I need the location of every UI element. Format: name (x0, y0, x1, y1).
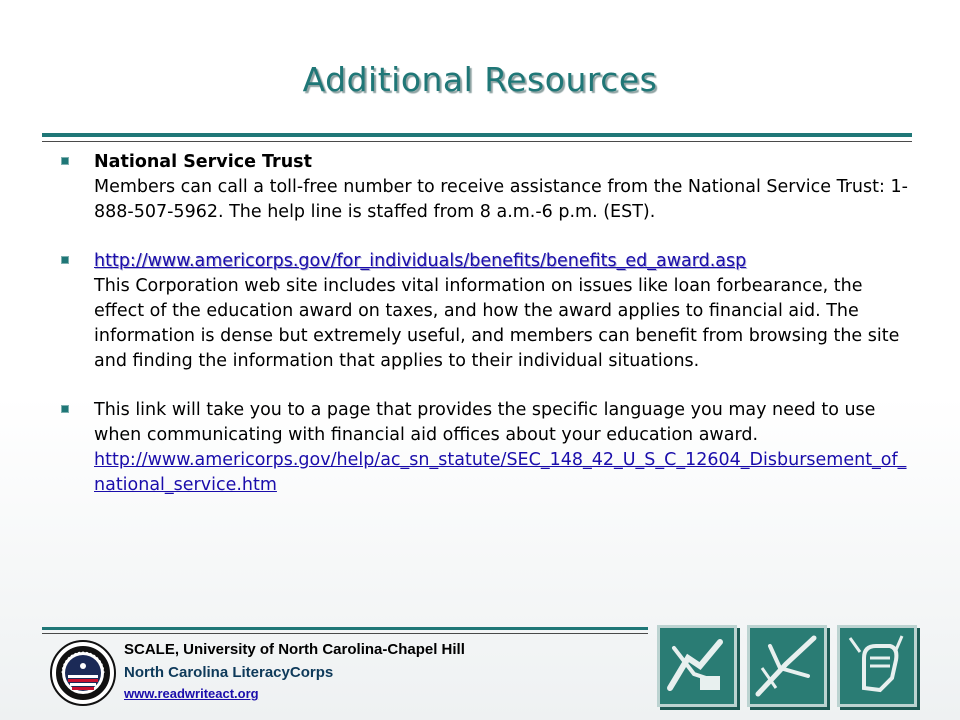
item-body: Members can call a toll-free number to receive assistance from the National Service Trust: 1-888-507-5962. The help line is staffed from 8 a.m.-6 p.m. (EST). (94, 177, 908, 222)
footer-divider-thin (42, 633, 648, 634)
hands-artwork-tile-3 (837, 625, 917, 707)
square-bullet-icon (61, 157, 69, 165)
footer-program-name: North Carolina LiteracyCorps (124, 664, 334, 681)
bullet-list (60, 150, 910, 522)
americorps-logo-icon (50, 640, 116, 706)
title-divider-thick (42, 133, 912, 137)
item-body: This Corporation web site includes vital information on issues like loan forbearance, the effect of the education award on taxes, and how the award applies to financial aid. The information is dense but extremely useful, and members can benefit from browsing the site and finding the information that applies to their individual situations. (94, 276, 900, 371)
footer-divider-thick (42, 627, 648, 630)
list-item-national-service-trust (60, 150, 910, 225)
slide-title: Additional Resources (302, 60, 658, 99)
list-item-benefits-link (60, 249, 910, 374)
statute-disbursement-link[interactable]: http://www.americorps.gov/help/ac_sn_statute/SEC_148_42_U_S_C_12604_Disbursement_of_national_service.htm (94, 450, 907, 495)
benefits-ed-award-link[interactable]: http://www.americorps.gov/for_individuals/benefits/benefits_ed_award.asp (94, 251, 747, 271)
title-divider-thin (42, 141, 912, 142)
footer-institution: SCALE, University of North Carolina-Chapel Hill (124, 641, 465, 658)
hand-writing-icon (750, 628, 824, 704)
hands-artwork-tile-2 (747, 625, 827, 707)
footer-website-link[interactable]: www.readwriteact.org (124, 686, 259, 701)
list-item-statute-link (60, 398, 910, 498)
item-body: This link will take you to a page that provides the specific language you may need to use when communicating with financial aid offices about your education award. (94, 400, 876, 445)
raised-fist-icon (840, 628, 914, 704)
square-bullet-icon (61, 405, 69, 413)
hands-artwork-tile-1 (657, 625, 737, 707)
square-bullet-icon (61, 256, 69, 264)
hands-reading-icon (660, 628, 734, 704)
item-title: National Service Trust (94, 152, 312, 172)
